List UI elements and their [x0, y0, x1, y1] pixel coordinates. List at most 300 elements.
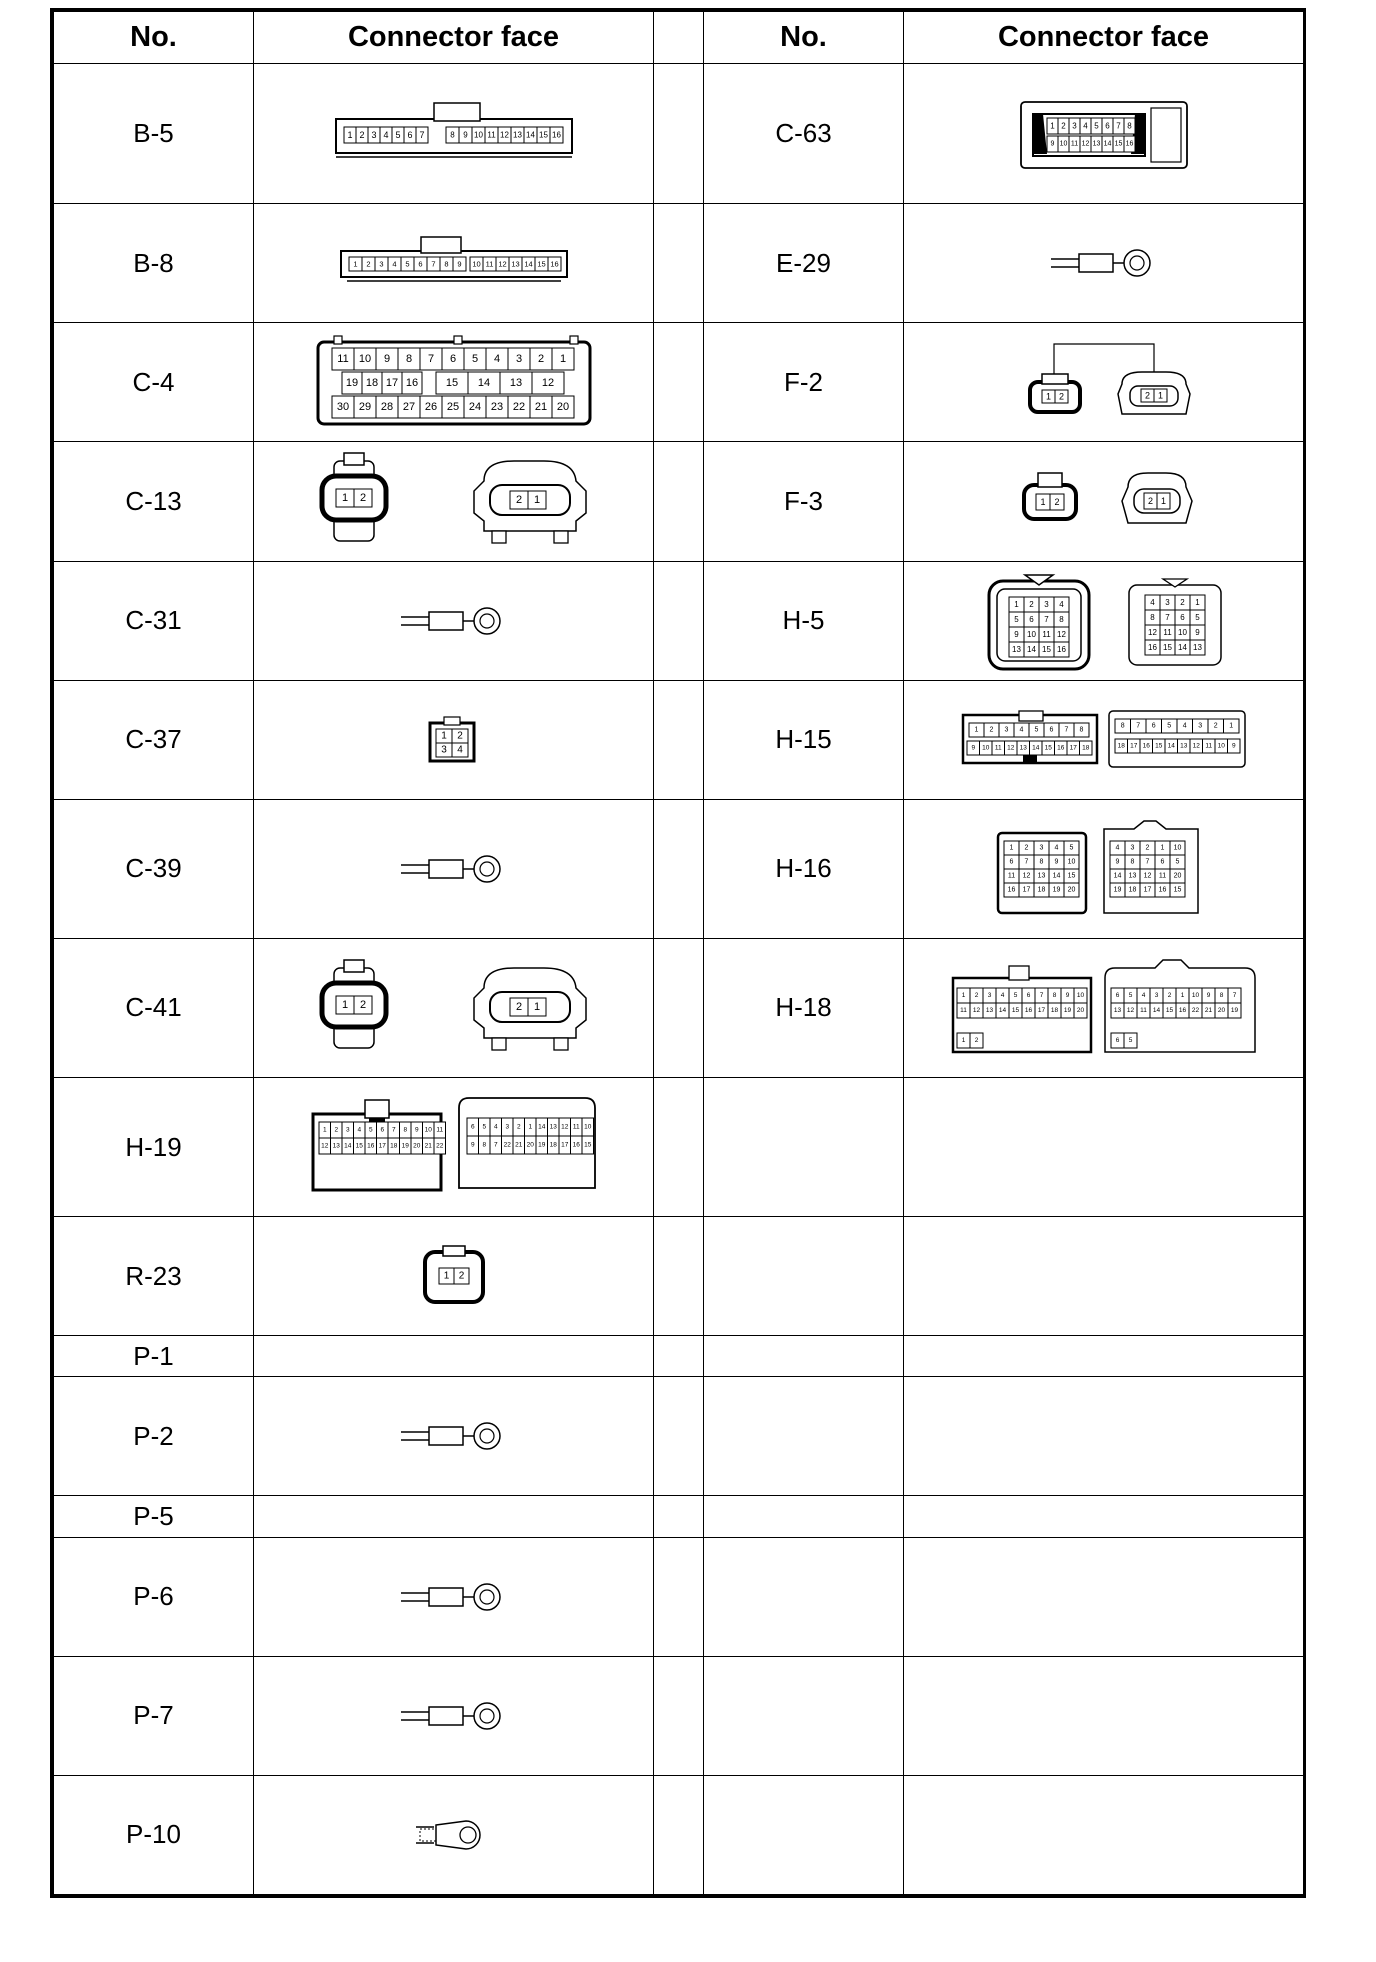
pin-number: 5 — [1069, 844, 1073, 852]
connector-face — [904, 1217, 1304, 1336]
pin-number: 9 — [383, 353, 390, 366]
pin-number: 10 — [981, 744, 989, 752]
pin-number: 14 — [1113, 872, 1121, 880]
connector-face-drawing — [399, 601, 509, 641]
pin-number: 2 — [1213, 722, 1218, 730]
connector-row — [54, 799, 1304, 938]
pin-number: 8 — [1130, 858, 1134, 866]
pin-number: 1 — [974, 726, 978, 734]
pin-number: 2 — [537, 353, 544, 366]
connector-face-drawing — [419, 1244, 489, 1308]
pin-number: 20 — [412, 1142, 420, 1150]
connector-face — [254, 1217, 654, 1336]
connector-face — [254, 204, 654, 323]
pin-number: 1 — [1013, 599, 1019, 609]
h15-female-connector — [1109, 711, 1245, 767]
pin-number: 17 — [560, 1141, 568, 1149]
gap-column — [654, 323, 704, 442]
pin-number: 1 — [1160, 844, 1164, 852]
connector-face — [904, 1336, 1304, 1377]
pin-number: 15 — [1114, 140, 1122, 148]
pin-number: 1 — [1160, 496, 1166, 507]
pin-number: 8 — [402, 1126, 407, 1134]
connector-face — [254, 1496, 654, 1537]
pin-number: 9 — [1206, 991, 1210, 999]
pin-number: 9 — [462, 130, 468, 140]
pin-number: 16 — [572, 1141, 580, 1149]
pin-number: 20 — [1076, 1006, 1084, 1014]
pin-number: 17 — [385, 377, 398, 390]
pin-number: 14 — [1103, 140, 1111, 148]
pin-number: 8 — [1120, 722, 1125, 730]
connector-row — [54, 1496, 1304, 1537]
pin-number: 16 — [405, 377, 418, 390]
pin-number: 9 — [1050, 140, 1054, 148]
connector-no — [704, 1217, 904, 1336]
connector-face-drawing — [314, 451, 594, 551]
connector-row — [54, 680, 1304, 799]
pin-number: 5 — [1128, 991, 1132, 999]
pin-number: 6 — [1028, 614, 1034, 624]
pin-number: 19 — [537, 1141, 545, 1149]
c37-connector — [430, 717, 474, 761]
gap-column — [654, 204, 704, 323]
pin-number: 5 — [1013, 614, 1019, 624]
pin-number: 18 — [1050, 1006, 1058, 1014]
pin-number: 17 — [378, 1142, 386, 1150]
pin-number: 11 — [994, 744, 1002, 752]
pin-number: 9 — [1231, 742, 1236, 750]
connector-no: H-15 — [704, 680, 904, 799]
connector-no: P-10 — [54, 1775, 254, 1894]
pin-number: 23 — [490, 401, 503, 414]
connector-face — [254, 1775, 654, 1894]
pin-number: 20 — [556, 401, 569, 414]
pin-number: 11 — [959, 1006, 967, 1014]
pin-number: 4 — [493, 1123, 498, 1131]
pin-number: 3 — [1197, 722, 1202, 730]
gap-column — [654, 1537, 704, 1656]
pin-number: 2 — [365, 259, 371, 269]
pin-number: 5 — [394, 129, 401, 140]
pin-number: 9 — [1194, 627, 1200, 637]
pin-number: 2 — [1028, 599, 1034, 609]
pin-number: 11 — [1162, 627, 1172, 637]
pin-number: 2 — [515, 1000, 522, 1013]
pin-number: 16 — [366, 1142, 374, 1150]
ring-terminal-icon — [401, 1423, 500, 1449]
pin-number: 11 — [486, 130, 496, 140]
pin-number: 9 — [1054, 858, 1058, 866]
pin-number: 10 — [1076, 991, 1084, 999]
connector-face-drawing — [1019, 94, 1189, 174]
pin-number: 12 — [560, 1123, 568, 1131]
pin-number: 28 — [380, 401, 393, 414]
pin-number: 12 — [541, 377, 554, 390]
connector-face — [904, 1377, 1304, 1496]
pin-number: 2 — [359, 998, 366, 1011]
pin-number: 13 — [1011, 644, 1021, 654]
pin-number: 1 — [1009, 844, 1013, 852]
pin-number: 13 — [1179, 742, 1187, 750]
connector-face — [904, 1656, 1304, 1775]
connector-row — [54, 204, 1304, 323]
pin-number: 3 — [370, 129, 377, 140]
connector-row — [54, 64, 1304, 204]
pin-number: 6 — [1049, 726, 1053, 734]
pin-number: 10 — [471, 259, 481, 269]
pin-number: 5 — [1013, 991, 1017, 999]
connector-no: F-2 — [704, 323, 904, 442]
connector-face-drawing — [959, 705, 1249, 775]
pin-number: 13 — [1092, 140, 1100, 148]
pin-number: 1 — [1049, 121, 1055, 131]
pin-number: 8 — [1058, 614, 1064, 624]
pin-number: 13 — [1113, 1006, 1121, 1014]
pin-number: 7 — [430, 259, 436, 269]
connector-face-drawing — [334, 99, 574, 169]
connector-face-drawing — [979, 571, 1229, 671]
pin-number: 10 — [1177, 627, 1187, 637]
pin-number: 1 — [443, 1270, 449, 1282]
connector-face — [904, 1537, 1304, 1656]
pin-number: 11 — [1158, 872, 1166, 880]
pin-number: 7 — [427, 353, 434, 366]
pin-number: 13 — [332, 1142, 340, 1150]
pin-number: 4 — [1082, 121, 1088, 131]
connector-no: E-29 — [704, 204, 904, 323]
pin-number: 1 — [559, 353, 566, 366]
pin-number: 1 — [1180, 991, 1184, 999]
pin-number: 6 — [1115, 1036, 1119, 1044]
connector-no: C-4 — [54, 323, 254, 442]
pin-number: 14 — [477, 377, 490, 390]
pin-number: 22 — [435, 1142, 443, 1150]
pin-number: 7 — [418, 129, 425, 140]
pin-number: 3 — [504, 1123, 509, 1131]
pin-number: 3 — [378, 259, 384, 269]
pin-number: 4 — [493, 353, 500, 366]
pin-number: 6 — [1009, 858, 1013, 866]
pin-number: 7 — [1135, 722, 1140, 730]
connector-face-drawing — [309, 1094, 599, 1200]
pin-number: 4 — [456, 744, 463, 756]
pin-number: 9 — [1115, 858, 1119, 866]
pin-number: 10 — [358, 353, 371, 366]
connector-face — [254, 1656, 654, 1775]
connector-no: P-6 — [54, 1537, 254, 1656]
pin-number: 12 — [1192, 742, 1200, 750]
connector-no: P-5 — [54, 1496, 254, 1537]
pin-number: 29 — [358, 401, 371, 414]
pin-number: 1 — [533, 494, 540, 507]
pin-number: 6 — [470, 1123, 475, 1131]
connector-no: H-5 — [704, 561, 904, 680]
pin-number: 17 — [1037, 1006, 1045, 1014]
connector-face-drawing — [1004, 461, 1204, 541]
connector-face — [904, 561, 1304, 680]
pin-number: 19 — [1063, 1006, 1071, 1014]
pin-number: 9 — [456, 259, 462, 269]
connector-face — [254, 1078, 654, 1217]
connector-row — [54, 1377, 1304, 1496]
pin-number: 8 — [1219, 991, 1223, 999]
connector-no: H-19 — [54, 1078, 254, 1217]
r23-connector — [425, 1246, 483, 1302]
pin-number: 16 — [1158, 886, 1166, 894]
ring-terminal-icon — [401, 608, 500, 634]
ring-terminal-icon — [401, 856, 500, 882]
pin-number: 12 — [1022, 872, 1030, 880]
connector-no — [704, 1336, 904, 1377]
connector-face — [254, 1336, 654, 1377]
pin-number: 22 — [503, 1141, 511, 1149]
male-connector-2pin — [1030, 374, 1080, 412]
pin-number: 1 — [961, 991, 965, 999]
h15-male-connector — [963, 711, 1097, 763]
pin-number: 12 — [497, 259, 507, 269]
header-no-left: No. — [54, 12, 254, 64]
pin-number: 12 — [499, 130, 509, 140]
pin-number: 1 — [341, 492, 348, 505]
pin-number: 17 — [1069, 744, 1077, 752]
ring-terminal-icon — [401, 1703, 500, 1729]
pin-number: 2 — [1144, 390, 1150, 401]
pin-number: 20 — [1173, 872, 1181, 880]
connector-no: P-7 — [54, 1656, 254, 1775]
pin-number: 10 — [1191, 991, 1199, 999]
pin-number: 11 — [1041, 629, 1051, 639]
connector-face — [904, 64, 1304, 204]
pin-number: 10 — [583, 1123, 591, 1131]
pin-number: 12 — [1056, 629, 1066, 639]
pin-number: 18 — [389, 1142, 397, 1150]
connector-face-drawing — [399, 1416, 509, 1456]
pin-number: 16 — [1147, 642, 1157, 652]
pin-number: 5 — [1093, 121, 1099, 131]
pin-number: 7 — [493, 1141, 498, 1149]
gap-column — [654, 64, 704, 204]
pin-number: 1 — [440, 730, 447, 742]
pin-number: 4 — [1054, 844, 1058, 852]
pin-number: 14 — [1152, 1006, 1160, 1014]
pin-number: 2 — [333, 1126, 338, 1134]
pin-number: 5 — [481, 1123, 486, 1131]
b8-connector — [341, 237, 567, 281]
pin-number: 1 — [533, 1000, 540, 1013]
connector-row — [54, 1775, 1304, 1894]
pin-number: 15 — [1011, 1006, 1019, 1014]
gap-column — [654, 938, 704, 1077]
pin-number: 1 — [1228, 722, 1233, 730]
pin-number: 4 — [382, 129, 389, 140]
connector-row — [54, 561, 1304, 680]
connector-face — [254, 1377, 654, 1496]
pin-number: 9 — [970, 744, 975, 752]
female-connector-2pin — [474, 461, 586, 543]
connector-face — [904, 680, 1304, 799]
pin-number: 6 — [417, 259, 423, 269]
pin-number: 2 — [458, 1270, 464, 1282]
pin-number: 8 — [449, 130, 455, 140]
gap-column — [654, 1078, 704, 1217]
pin-number: 4 — [1000, 991, 1004, 999]
gap-column — [654, 799, 704, 938]
pin-number: 12 — [320, 1142, 328, 1150]
pin-number: 12 — [972, 1006, 980, 1014]
pin-number: 14 — [1177, 642, 1187, 652]
pin-number: 8 — [1079, 726, 1083, 734]
pin-number: 30 — [336, 401, 349, 414]
pin-number: 18 — [1117, 742, 1125, 750]
connector-no: B-8 — [54, 204, 254, 323]
pin-number: 15 — [1041, 644, 1051, 654]
pin-number: 15 — [1173, 886, 1181, 894]
header-gap — [654, 12, 704, 64]
pin-number: 24 — [468, 401, 481, 414]
pin-number: 8 — [1149, 612, 1155, 622]
pin-number: 13 — [985, 1006, 993, 1014]
pin-number: 1 — [527, 1123, 532, 1131]
connector-no: P-2 — [54, 1377, 254, 1496]
pin-number: 7 — [1145, 858, 1149, 866]
pin-number: 3 — [987, 991, 991, 999]
connector-face — [254, 1537, 654, 1656]
pin-number: 27 — [402, 401, 415, 414]
pin-number: 5 — [368, 1126, 373, 1134]
pin-number: 15 — [445, 377, 458, 390]
connector-face — [904, 799, 1304, 938]
pin-number: 21 — [424, 1142, 432, 1150]
pin-number: 6 — [379, 1126, 384, 1134]
connector-face — [254, 323, 654, 442]
pin-number: 11 — [435, 1126, 443, 1134]
connector-no: C-13 — [54, 442, 254, 561]
pin-number: 20 — [1067, 886, 1075, 894]
gap-column — [654, 1377, 704, 1496]
connector-face-drawing — [399, 1696, 509, 1736]
pin-number: 3 — [515, 353, 522, 366]
pin-number: 11 — [336, 353, 349, 366]
pin-number: 13 — [549, 1123, 557, 1131]
connector-face — [904, 323, 1304, 442]
pin-number: 5 — [1166, 722, 1171, 730]
pin-number: 4 — [1149, 597, 1155, 607]
connector-table — [53, 11, 1304, 1895]
connector-face-drawing — [424, 715, 484, 765]
connector-face-drawing — [339, 233, 569, 293]
connector-no: C-31 — [54, 561, 254, 680]
connector-no: C-63 — [704, 64, 904, 204]
pin-number: 9 — [470, 1141, 475, 1149]
pin-number: 3 — [1164, 597, 1170, 607]
pin-number: 21 — [514, 1141, 522, 1149]
pin-number: 2 — [1060, 121, 1066, 131]
connector-face — [254, 64, 654, 204]
pin-number: 6 — [1115, 991, 1119, 999]
connector-no: P-1 — [54, 1336, 254, 1377]
connector-row — [54, 1537, 1304, 1656]
pin-number: 20 — [1217, 1006, 1225, 1014]
pin-number: 11 — [1139, 1006, 1147, 1014]
ring-terminal-icon — [1051, 250, 1150, 276]
pin-number: 14 — [525, 130, 535, 140]
gap-column — [654, 1217, 704, 1336]
pin-number: 2 — [1179, 597, 1185, 607]
pin-number: 8 — [405, 353, 412, 366]
pin-number: 11 — [1204, 742, 1212, 750]
pin-number: 14 — [998, 1006, 1006, 1014]
gap-column — [654, 1496, 704, 1537]
pin-number: 11 — [485, 259, 493, 269]
header-face-left: Connector face — [254, 12, 654, 64]
pin-number: 18 — [1081, 744, 1089, 752]
pin-number: 5 — [471, 353, 478, 366]
pin-number: 4 — [1141, 991, 1145, 999]
pin-number: 15 — [538, 130, 548, 140]
f3-connector-pair — [1024, 473, 1192, 523]
pin-number: 4 — [1058, 599, 1064, 609]
pin-number: 6 — [1026, 991, 1030, 999]
connector-face-drawing — [1004, 334, 1204, 430]
pin-number: 13 — [1019, 744, 1027, 752]
pin-number: 1 — [1045, 391, 1051, 402]
connector-no: C-39 — [54, 799, 254, 938]
pin-number: 10 — [473, 130, 483, 140]
pin-number: 17 — [1129, 742, 1137, 750]
pin-number: 9 — [414, 1126, 419, 1134]
connector-face-drawing — [314, 334, 594, 430]
pin-number: 10 — [1217, 742, 1225, 750]
connector-row — [54, 1336, 1304, 1377]
pin-number: 4 — [1115, 844, 1119, 852]
pin-number: 8 — [1126, 121, 1132, 131]
connector-no: H-18 — [704, 938, 904, 1077]
pin-number: 5 — [404, 259, 410, 269]
pin-number: 16 — [1178, 1006, 1186, 1014]
pin-number: 15 — [583, 1141, 591, 1149]
pin-number: 1 — [1194, 597, 1200, 607]
connector-row — [54, 323, 1304, 442]
h16-female-connector — [1104, 821, 1198, 913]
connector-no — [704, 1377, 904, 1496]
pin-number: 7 — [391, 1126, 396, 1134]
header-no-right: No. — [704, 12, 904, 64]
ring-terminal-icon — [401, 1584, 500, 1610]
pin-number: 6 — [1160, 858, 1164, 866]
pin-number: 16 — [1142, 742, 1150, 750]
h5-male-connector — [989, 575, 1089, 669]
pin-number: 10 — [424, 1126, 432, 1134]
connector-no — [704, 1656, 904, 1775]
pin-number: 2 — [516, 1123, 521, 1131]
pin-number: 18 — [1037, 886, 1045, 894]
pin-number: 21 — [1204, 1006, 1212, 1014]
connector-face — [904, 938, 1304, 1077]
pin-number: 15 — [1162, 642, 1172, 652]
pin-number: 2 — [456, 730, 463, 742]
pin-number: 18 — [549, 1141, 557, 1149]
pin-number: 16 — [1007, 886, 1015, 894]
pin-number: 5 — [1034, 726, 1038, 734]
pin-number: 16 — [1056, 644, 1066, 654]
pin-number: 6 — [449, 353, 456, 366]
connector-no: H-16 — [704, 799, 904, 938]
pin-number: 15 — [1067, 872, 1075, 880]
pin-number: 11 — [572, 1123, 580, 1131]
pin-number: 1 — [346, 129, 353, 140]
pin-number: 1 — [352, 259, 358, 269]
